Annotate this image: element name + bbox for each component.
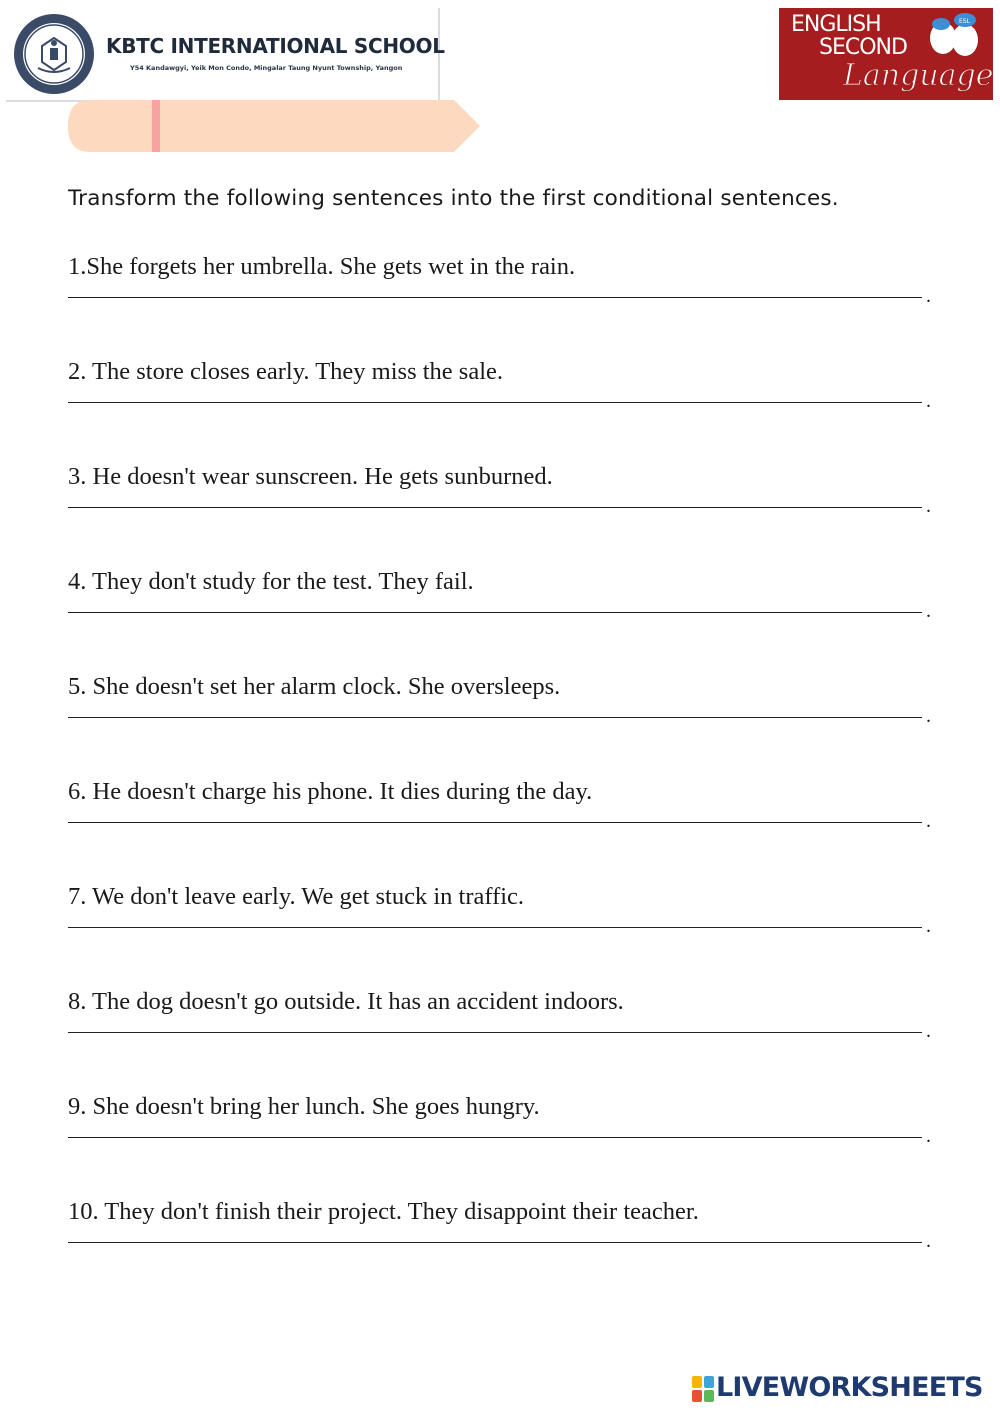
school-crest-logo [12, 12, 96, 96]
answer-input[interactable] [68, 822, 922, 823]
question-text: 6. He doesn't charge his phone. It dies during the day. [68, 778, 593, 805]
question-item [68, 463, 938, 543]
question-text: 5. She doesn't set her alarm clock. She oversleeps. [68, 673, 561, 700]
question-item [68, 778, 938, 858]
question-item [68, 1198, 938, 1278]
liveworksheets-brand [692, 1372, 992, 1408]
question-item [68, 253, 938, 333]
line-end-period: . [926, 810, 931, 832]
liveworksheets-wordmark: LIVEWORKSHEETS [716, 1372, 983, 1403]
question-item [68, 358, 938, 438]
answer-input[interactable] [68, 507, 922, 508]
question-text: 2. The store closes early. They miss the sale. [68, 358, 503, 385]
line-end-period: . [926, 600, 931, 622]
instructions: Transform the following sentences into the first conditional sentences. [68, 186, 839, 211]
question-item [68, 1093, 938, 1173]
answer-input[interactable] [68, 1242, 922, 1243]
school-address: Y54 Kandawgyi, Yeik Mon Condo, Mingalar Taung Nyunt Township, Yangon [130, 64, 403, 72]
answer-input[interactable] [68, 927, 922, 928]
answer-input[interactable] [68, 297, 922, 298]
line-end-period: . [926, 1020, 931, 1042]
question-text: 8. The dog doesn't go outside. It has an accident indoors. [68, 988, 624, 1015]
line-end-period: . [926, 390, 931, 412]
liveworksheets-icon [692, 1376, 714, 1402]
esl-bubble-text: ESL [959, 18, 970, 25]
decorative-banner-arrow [68, 100, 480, 152]
answer-input[interactable] [68, 402, 922, 403]
line-end-period: . [926, 915, 931, 937]
question-item [68, 673, 938, 753]
line-end-period: . [926, 705, 931, 727]
line-end-period: . [926, 1230, 931, 1252]
line-end-period: . [926, 285, 931, 307]
school-name: KBTC INTERNATIONAL SCHOOL [106, 34, 445, 58]
esl-logo-second: SECOND [819, 35, 907, 60]
answer-input[interactable] [68, 717, 922, 718]
esl-logo [779, 8, 993, 100]
answer-input[interactable] [68, 1137, 922, 1138]
esl-logo-english: ENGLISH [791, 12, 881, 37]
question-item [68, 568, 938, 648]
question-item [68, 883, 938, 963]
speaking-heads-icon [919, 12, 989, 60]
answer-input[interactable] [68, 1032, 922, 1033]
school-header [6, 8, 445, 102]
question-text: 10. They don't finish their project. They disappoint their teacher. [68, 1198, 699, 1225]
question-text: 9. She doesn't bring her lunch. She goes hungry. [68, 1093, 540, 1120]
esl-logo-language: Language [843, 58, 993, 93]
question-text: 4. They don't study for the test. They fail. [68, 568, 474, 595]
line-end-period: . [926, 495, 931, 517]
question-text: 1.She forgets her umbrella. She gets wet in the rain. [68, 253, 576, 280]
answer-input[interactable] [68, 612, 922, 613]
line-end-period: . [926, 1125, 931, 1147]
question-text: 7. We don't leave early. We get stuck in traffic. [68, 883, 525, 910]
question-item [68, 988, 938, 1068]
question-text: 3. He doesn't wear sunscreen. He gets sunburned. [68, 463, 553, 490]
